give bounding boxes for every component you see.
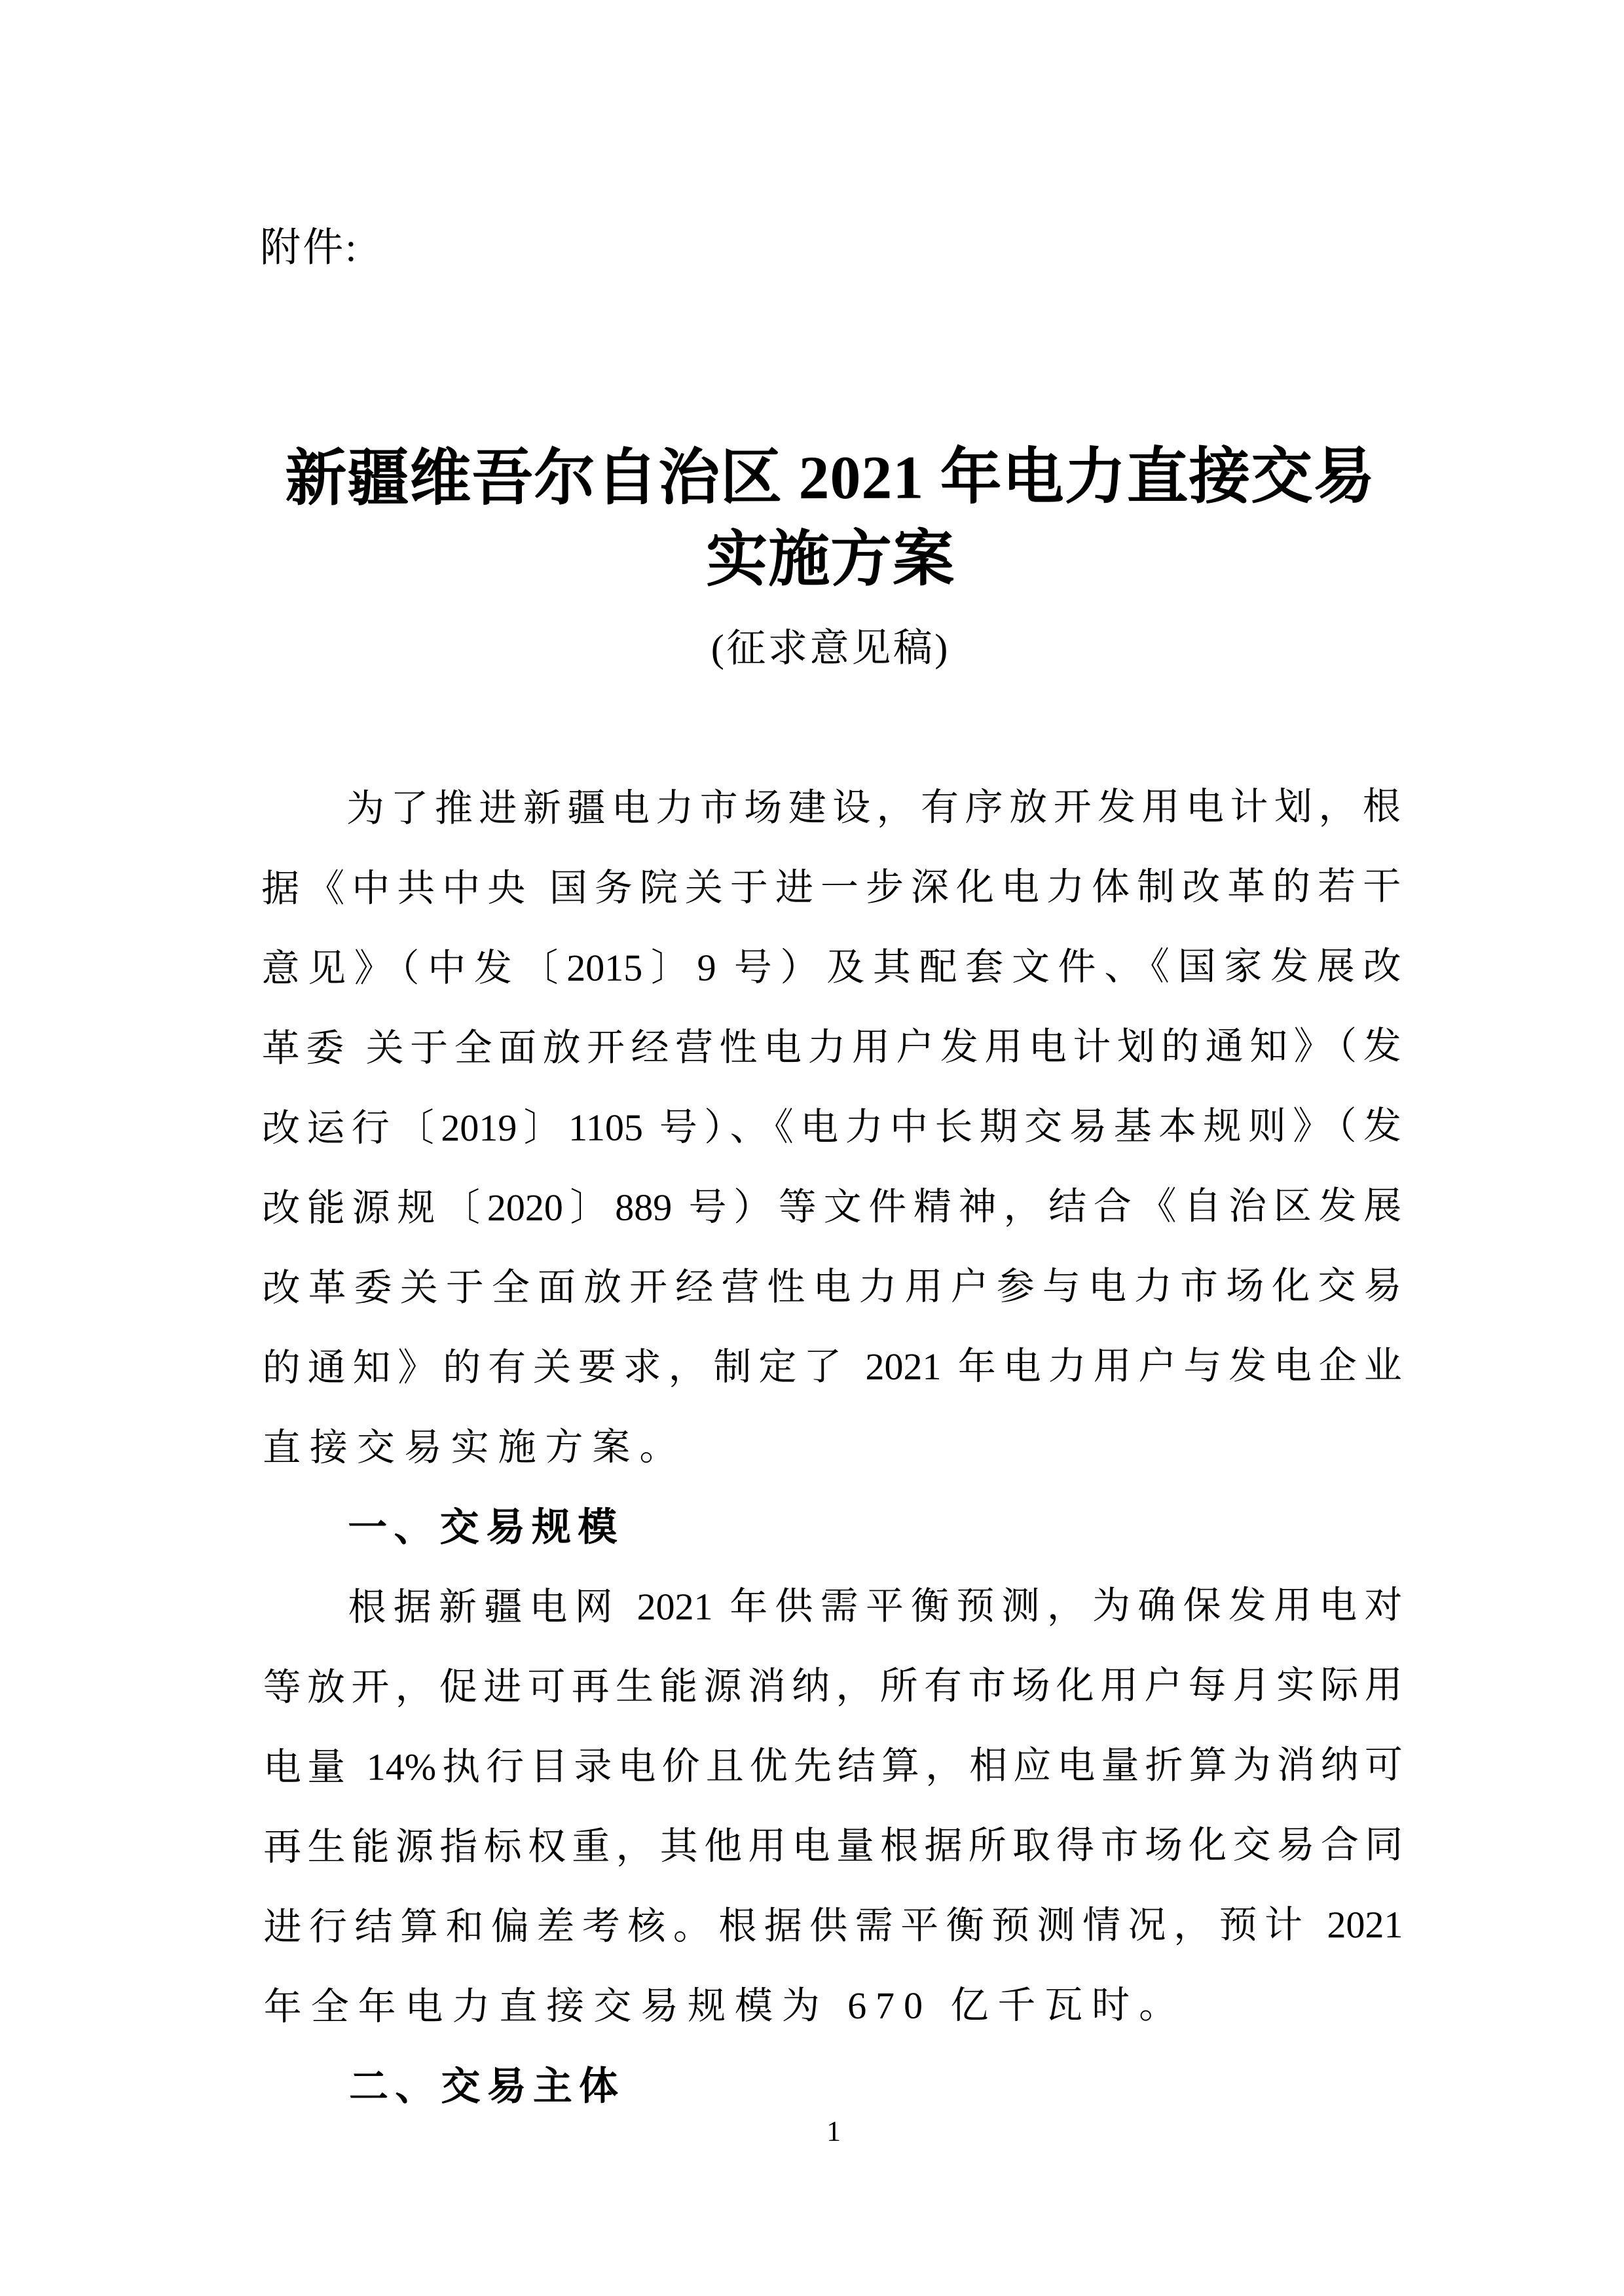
body-line: 为了推进新疆电力市场建设，有序放开发用电计划，根 — [346, 785, 1401, 830]
body-line: 改能源规〔2020〕889 号）等文件精神，结合《自治区发展 — [262, 1184, 1402, 1230]
body-line: 改革委关于全面放开经营性电力用户参与电力市场化交易 — [262, 1264, 1402, 1309]
body-line: 的通知》的有关要求，制定了 2021 年电力用户与发电企业 — [262, 1344, 1402, 1389]
body-line: 再生能源指标权重，其他用电量根据所取得市场化交易合同 — [263, 1823, 1403, 1868]
body-line: 等放开，促进可再生能源消纳，所有市场化用户每月实际用 — [263, 1664, 1403, 1709]
document-content — [259, 0, 1403, 2296]
body-line: 据《中共中央 国务院关于进一步深化电力体制改革的若干 — [261, 865, 1401, 910]
body-line: 年全年电力直接交易规模为 670 亿千瓦时。 — [263, 1983, 1187, 2028]
section-heading-1: 一、交易规模 — [348, 1504, 624, 1550]
body-line: 电量 14%执行目录电价且优先结算，相应电量折算为消纳可 — [263, 1743, 1403, 1789]
body-line: 革委 关于全面放开经营性电力用户发用电计划的通知》（发 — [261, 1025, 1401, 1070]
attachment-label: 附件: — [260, 225, 359, 270]
section-heading-2: 二、交易主体 — [348, 2064, 625, 2109]
document-body — [261, 767, 1403, 2127]
document-subtitle: (征求意见稿) — [710, 626, 951, 670]
body-line: 根据新疆电网 2021 年供需平衡预测，为确保发用电对 — [348, 1584, 1403, 1629]
body-line: 改运行〔2019〕1105 号）、《电力中长期交易基本规则》（发 — [261, 1104, 1401, 1150]
document-title-line-1: 新疆维吾尔自治区 2021 年电力直接交易 — [285, 443, 1376, 513]
document-title — [261, 436, 1401, 602]
body-line: 意见》（中发〔2015〕9 号）及其配套文件、《国家发展改 — [261, 945, 1401, 990]
document-title-line-2: 实施方案 — [706, 525, 955, 594]
body-line: 直接交易实施方案。 — [262, 1425, 687, 1469]
page-number: 1 — [826, 2115, 841, 2148]
body-line: 进行结算和偏差考核。根据供需平衡预测情况，预计 2021 — [263, 1903, 1403, 1948]
